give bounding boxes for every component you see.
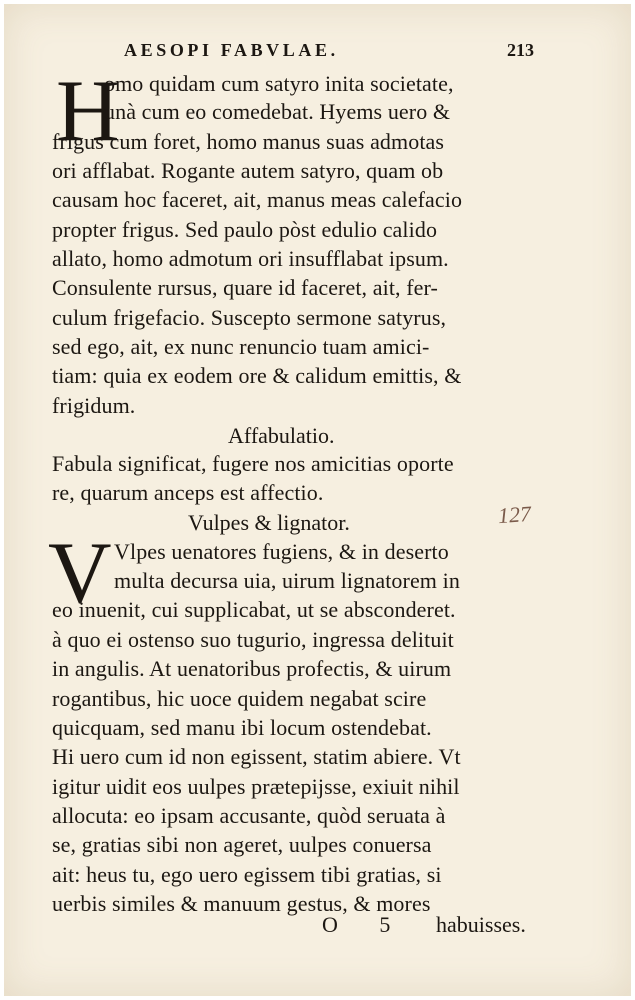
moral-line: Fabula significat, fugere nos amicitias oporte — [52, 451, 454, 476]
handwritten-annotation: 127 — [497, 500, 532, 529]
text-line: in angulis. At uenatoribus profectis, & uirum — [52, 656, 452, 681]
page-number: 213 — [507, 40, 534, 60]
running-title: AESOPI FABVLAE. — [124, 40, 339, 60]
text-line: Hi uero cum id non egissent, statim abiere. Vt — [52, 744, 461, 769]
text-line: sed ego, ait, ex nunc renuncio tuam amici- — [52, 334, 430, 359]
text-line: allato, homo admotum ori insufflabat ipsum. — [52, 246, 449, 271]
text-line: quicquam, sed manu ibi locum ostendebat. — [52, 715, 432, 740]
catchword: habuisses. — [436, 912, 526, 937]
text-line: igitur uidit eos uulpes prætерijsse, exiuit nihil — [52, 774, 460, 799]
text-line: à quo ei ostenso suo tugurio, ingressa delituit — [52, 627, 454, 652]
text-line: Consulente rursus, quare id faceret, ait, fer- — [52, 275, 438, 300]
drop-cap-h: H — [56, 63, 120, 160]
text-line: eo inuenit, cui supplicabat, ut se absconderet. — [52, 597, 456, 622]
text-line: allocuta: eo ipsam accusante, quòd seruata à — [52, 803, 446, 828]
text-line: multa decursa uia, uirum lignatorem in — [114, 568, 460, 593]
moral-heading: Affabulatio. — [228, 423, 335, 448]
text-line: Vlpes uenatores fugiens, & in deserto — [114, 539, 449, 564]
moral-line: re, quarum anceps est affectio. — [52, 480, 324, 505]
text-line: ait: heus tu, ego uero egissem tibi gratias, si — [52, 862, 442, 887]
book-page — [4, 4, 631, 996]
text-line: tiam: quia ex eodem ore & calidum emittis, & — [52, 363, 462, 388]
text-line: frigus cum foret, homo manus suas admotas — [52, 129, 445, 154]
text-line: rogantibus, hic uoce quidem negabat scire — [52, 686, 427, 711]
text-line: omo quidam cum satyro inita societate, — [104, 71, 454, 96]
text-line: se, gratias sibi non ageret, uulpes conuersa — [52, 832, 432, 857]
text-line: frigidum. — [52, 393, 136, 418]
fable-title: Vulpes & lignator. — [188, 510, 350, 535]
signature-mark: O 5 — [322, 912, 409, 937]
text-line: causam hoc faceret, ait, manus meas calefacio — [52, 187, 463, 212]
drop-cap-v: V — [48, 525, 112, 622]
text-line: culum frigefacio. Suscepto sermone satyrus, — [52, 305, 447, 330]
text-line: uerbis similes & manuum gestus, & mores — [52, 891, 431, 916]
text-line: propter frigus. Sed paulo pòst edulio calido — [52, 217, 438, 242]
text-line: ori afflabat. Rogante autem satyro, quam ob — [52, 158, 444, 183]
text-line: unà cum eo comedebat. Hyems uero & — [104, 99, 451, 124]
